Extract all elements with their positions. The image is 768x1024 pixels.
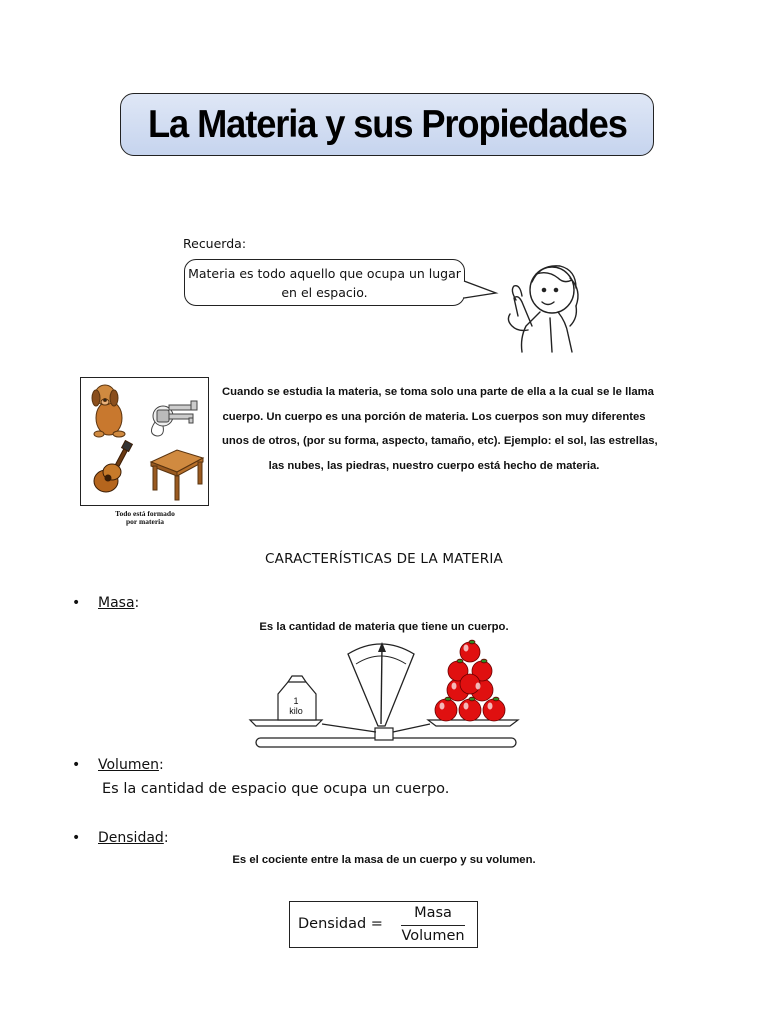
masa-item (72, 594, 139, 612)
densidad-term: Densidad (98, 830, 164, 846)
intro-paragraph (222, 380, 658, 479)
masa-colon: : (134, 595, 140, 611)
intro-line: cuerpo. Un cuerpo es una porción de materia. Los cuerpos son muy diferentes (222, 410, 646, 423)
volumen-item (72, 756, 164, 774)
title-banner (120, 93, 654, 156)
reminder-label: Recuerda: (183, 236, 247, 251)
density-formula (289, 901, 478, 948)
bullet-icon: • (72, 757, 81, 773)
weight-icon (278, 676, 316, 720)
bullet-icon: • (72, 595, 81, 611)
densidad-item (72, 829, 169, 847)
page-title: La Materia y sus Propiedades (147, 102, 627, 146)
formula-numerator: Masa (414, 905, 452, 921)
image-caption (96, 510, 194, 526)
volumen-colon: : (158, 757, 164, 773)
intro-line: Cuando se estudia la materia, se toma solo una parte de ella a la cual se le llama (222, 386, 654, 398)
caption-line-2: por materia (126, 517, 164, 526)
table-icon (151, 450, 203, 500)
guitar-icon (94, 441, 132, 492)
scale-illustration (248, 636, 524, 751)
fraction-bar (401, 925, 465, 926)
speech-bubble (184, 259, 465, 306)
weight-label-1: 1 (293, 696, 299, 706)
masa-definition: Es la cantidad de materia que tiene un cuerpo. (259, 621, 509, 633)
intro-line: unos de otros, (por su forma, aspecto, tamaño, etc). Ejemplo: el sol, las estrellas, (222, 435, 658, 448)
keys-icon (151, 401, 197, 436)
objects-picture (80, 377, 209, 506)
densidad-definition: Es el cociente entre la masa de un cuerpo y su volumen. (232, 854, 536, 866)
intro-line: las nubes, las piedras, nuestro cuerpo está hecho de materia. (268, 460, 600, 473)
objects-illustration (81, 378, 208, 505)
formula-label: Densidad = (298, 916, 383, 932)
bubble-line-1: Materia es todo aquello que ocupa un lugar (188, 266, 461, 281)
volumen-definition: Es la cantidad de espacio que ocupa un cuerpo. (102, 781, 450, 797)
dog-icon (92, 385, 125, 437)
formula-denominator: Volumen (401, 928, 465, 944)
girl-illustration (492, 260, 584, 354)
caption-line-1: Todo está formado (115, 509, 175, 518)
bubble-line-2: en el espacio. (281, 285, 368, 300)
densidad-colon: : (163, 830, 169, 846)
bullet-icon: • (72, 830, 81, 846)
apples-icon (435, 640, 505, 721)
volumen-term: Volumen (98, 757, 159, 773)
masa-term: Masa (98, 595, 135, 611)
weight-label-2: kilo (289, 706, 303, 716)
section-heading: CARACTERÍSTICAS DE LA MATERIA (265, 551, 503, 567)
